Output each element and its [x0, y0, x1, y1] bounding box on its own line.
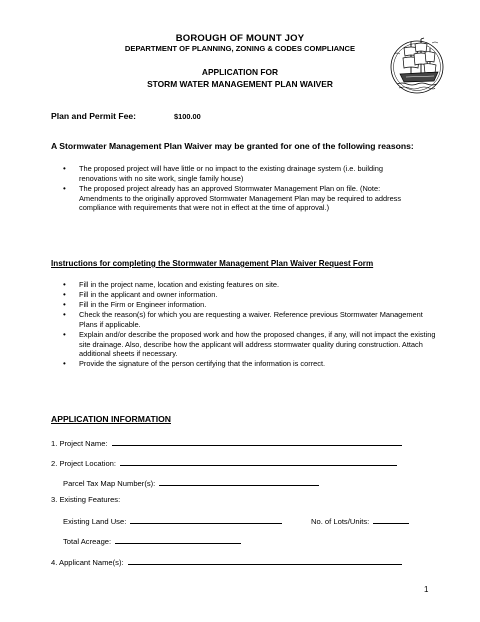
- existing-features-label: 3. Existing Features:: [51, 495, 121, 504]
- applicant-field[interactable]: [128, 556, 402, 565]
- list-item: • The proposed project already has an approved Stormwater Management Plan on file. (Note: Amendments to the originally approved Stormwater Management Plan may be required to address compliance with requirements that were not in effect at the time of approval.): [63, 184, 423, 213]
- waiver-reasons-list: [63, 164, 423, 214]
- borough-name: BOROUGH OF MOUNT JOY: [175, 33, 305, 44]
- project-location-row: [51, 457, 397, 468]
- form-title: STORM WATER MANAGEMENT PLAN WAIVER: [147, 79, 333, 89]
- lots-units-row: [311, 515, 409, 526]
- list-item: • Fill in the Firm or Engineer information.: [63, 300, 438, 310]
- list-item: • The proposed project will have little or no impact to the existing drainage system (i.e. building renovations with no site work, single family house): [63, 164, 423, 183]
- instructions-title: Instructions for completing the Stormwater Management Plan Waiver Request Form: [51, 259, 374, 268]
- parcel-field[interactable]: [159, 477, 319, 486]
- sailing-ship-seal-icon: [388, 34, 446, 100]
- applicant-row: [51, 556, 402, 567]
- project-name-row: [51, 437, 402, 448]
- instructions-list: [63, 280, 438, 369]
- parcel-label: Parcel Tax Map Number(s):: [63, 479, 156, 488]
- total-acreage-label: Total Acreage:: [63, 537, 112, 546]
- project-location-field[interactable]: [120, 457, 397, 466]
- fee-label: Plan and Permit Fee:: [51, 111, 137, 121]
- page-number: 1: [424, 585, 429, 594]
- application-for-heading: APPLICATION FOR: [201, 67, 279, 77]
- waiver-reasons-intro: A Stormwater Management Plan Waiver may be granted for one of the following reasons:: [51, 141, 414, 151]
- fee-value: $100.00: [174, 112, 201, 121]
- lots-units-field[interactable]: [373, 515, 409, 524]
- parcel-row: [63, 477, 319, 488]
- project-name-label: 1. Project Name:: [51, 439, 108, 448]
- list-item: • Explain and/or describe the proposed work and how the proposed changes, if any, will not impact the existing site drainage. Also, describe how the applicant will address stormwater quality during construction. Attach additional sheets if necessary.: [63, 330, 438, 359]
- total-acreage-field[interactable]: [115, 535, 241, 544]
- list-item: • Check the reason(s) for which you are requesting a waiver. Reference previous Stormwater Management Plans if applicable.: [63, 310, 438, 329]
- existing-land-use-row: [63, 515, 282, 526]
- total-acreage-row: [63, 535, 241, 546]
- existing-land-use-field[interactable]: [130, 515, 282, 524]
- lots-units-label: No. of Lots/Units:: [311, 517, 370, 526]
- applicant-label: 4. Applicant Name(s):: [51, 558, 124, 567]
- list-item: • Provide the signature of the person certifying that the information is correct.: [63, 359, 438, 369]
- list-item: • Fill in the project name, location and existing features on site.: [63, 280, 438, 290]
- application-info-title: APPLICATION INFORMATION: [51, 414, 171, 424]
- project-location-label: 2. Project Location:: [51, 459, 117, 468]
- project-name-field[interactable]: [112, 437, 402, 446]
- department-name: DEPARTMENT OF PLANNING, ZONING & CODES COMPLIANCE: [124, 44, 356, 53]
- existing-land-use-label: Existing Land Use:: [63, 517, 127, 526]
- list-item: • Fill in the applicant and owner information.: [63, 290, 438, 300]
